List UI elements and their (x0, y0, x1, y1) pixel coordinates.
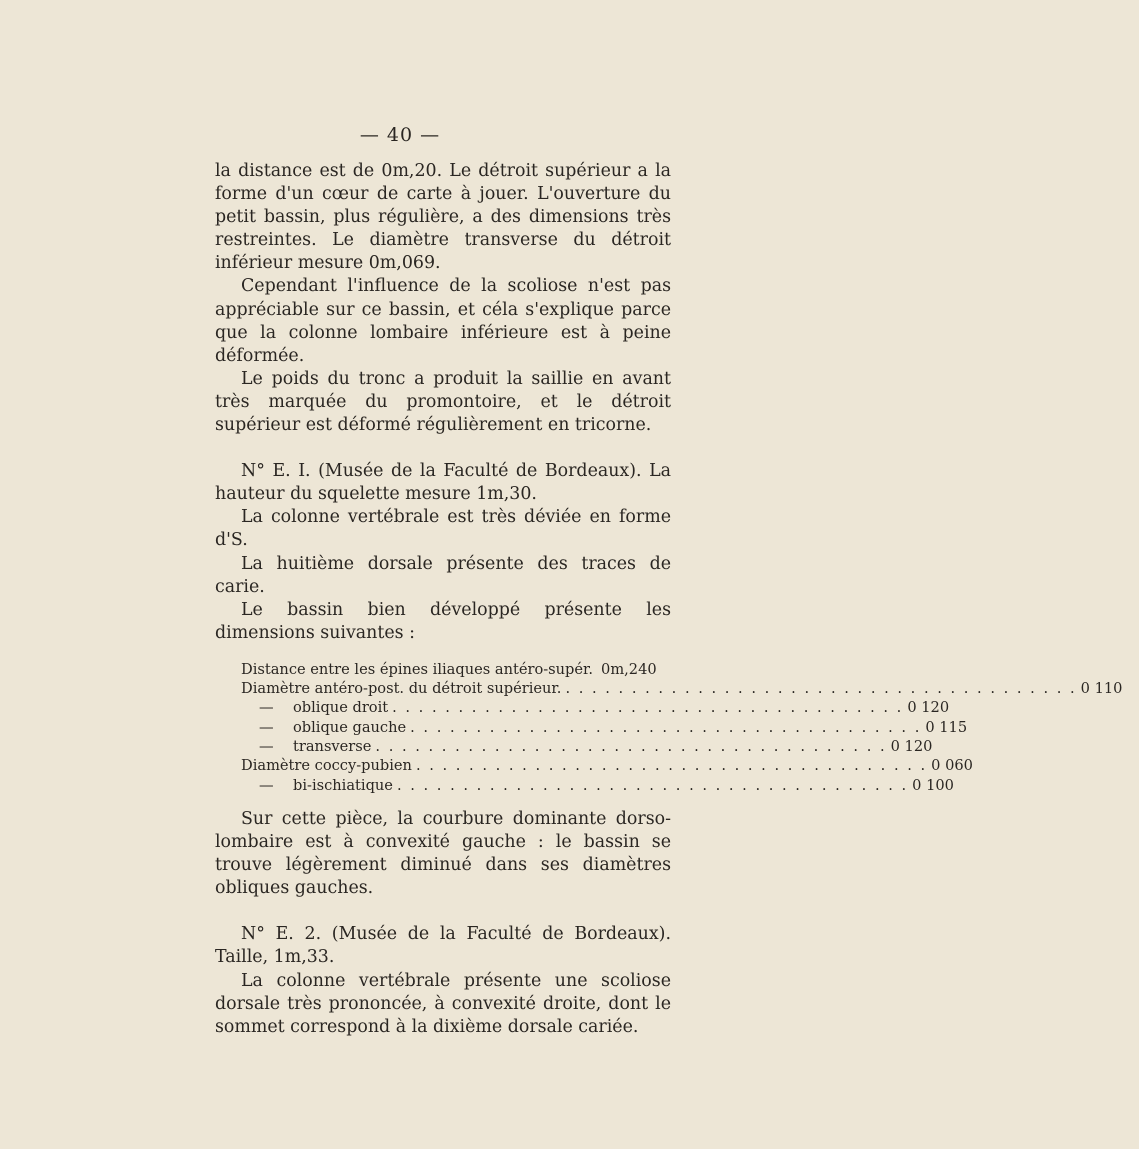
measurement-row (241, 660, 657, 679)
paragraph: N° E. 2. (Musée de la Faculté de Bordeaux). Taille, 1m,33. (215, 924, 671, 968)
measurement-sublabel (241, 698, 388, 717)
leader-dots (397, 776, 908, 795)
ditto-dash: — (259, 699, 274, 717)
measurement-label: bi-ischiatique (293, 776, 393, 794)
paragraph: la distance est de 0m,20. Le détroit supérieur a la forme d'un cœur de carte à jouer. L'ouverture du petit bassin, plus régulière, a des dimensions très restreintes. Le diamètre transverse du détroit inférieur mesure 0m,069. (215, 161, 671, 274)
section-top (215, 160, 671, 437)
measurement-value: 0 120 (890, 738, 933, 756)
measurement-value: 0 110 (1080, 680, 1123, 698)
measurement-label: transverse (293, 738, 372, 756)
measurement-label: Distance entre les épines iliaques antéro-supér. (241, 660, 594, 678)
measurement-row (241, 776, 954, 795)
measurement-sublabel (241, 718, 406, 737)
measurement-row (241, 679, 1123, 698)
paragraph: Cependant l'influence de la scoliose n'est pas appréciable sur ce bassin, et céla s'explique parce que la colonne lombaire inférieure est à peine déformée. (215, 276, 671, 366)
section-specimen-e1 (215, 460, 671, 645)
leader-dots (565, 679, 1076, 698)
paragraph: La colonne vertébrale est très déviée en forme d'S. (215, 507, 671, 551)
body-text (215, 160, 1123, 1039)
measurement-value: 0 100 (912, 776, 954, 794)
measurement-value: 0 060 (931, 757, 973, 775)
section-gap (215, 437, 671, 460)
measurement-row (241, 718, 968, 737)
leader-dots (392, 698, 903, 717)
measurement-value: 0 120 (907, 699, 950, 717)
ditto-dash: — (259, 776, 274, 794)
paragraph: Sur cette pièce, la courbure dominante dorso-lombaire est à convexité gauche : le bassin se trouve légèrement diminué dans ses diamètres obliques gauches. (215, 808, 671, 899)
measurement-row (241, 698, 950, 717)
measurement-value: 0 115 (925, 718, 968, 736)
leader-dots (375, 737, 886, 756)
paragraph: Le poids du tronc a produit la saillie en avant très marquée du promontoire, et le détroit supérieur est déformé régulièrement en tricorne. (215, 368, 671, 436)
measurement-sublabel (241, 776, 393, 795)
paragraph: Le bassin bien développé présente les dimensions suivantes : (215, 599, 671, 643)
ditto-dash: — (259, 718, 274, 736)
ditto-dash: — (259, 738, 274, 756)
measurement-row (241, 756, 973, 775)
measurement-label: Diamètre coccy-pubien (241, 757, 412, 775)
measurement-label: oblique droit (293, 699, 389, 717)
measurement-label: oblique gauche (293, 718, 407, 736)
measurements-table (241, 660, 1123, 795)
leader-dots (416, 756, 927, 775)
leader-dots (410, 718, 921, 737)
paragraph: La huitième dorsale présente des traces de carie. (215, 553, 671, 597)
paragraph: N° E. I. (Musée de la Faculté de Bordeaux). La hauteur du squelette mesure 1m,30. (215, 461, 671, 505)
section-gap (215, 900, 671, 923)
measurement-value: 0m,240 (601, 660, 657, 678)
section-after-table (215, 808, 671, 900)
measurement-sublabel (241, 737, 371, 756)
section-specimen-e2 (215, 923, 671, 1038)
paragraph: La colonne vertébrale présente une scoliose dorsale très prononcée, à convexité droite, dont le sommet correspond à la dixième dorsale cariée. (215, 970, 671, 1037)
measurement-row (241, 737, 933, 756)
page-number: — 40 — (359, 124, 441, 146)
measurement-label: Diamètre antéro-post. du détroit supérieur. (241, 680, 562, 698)
